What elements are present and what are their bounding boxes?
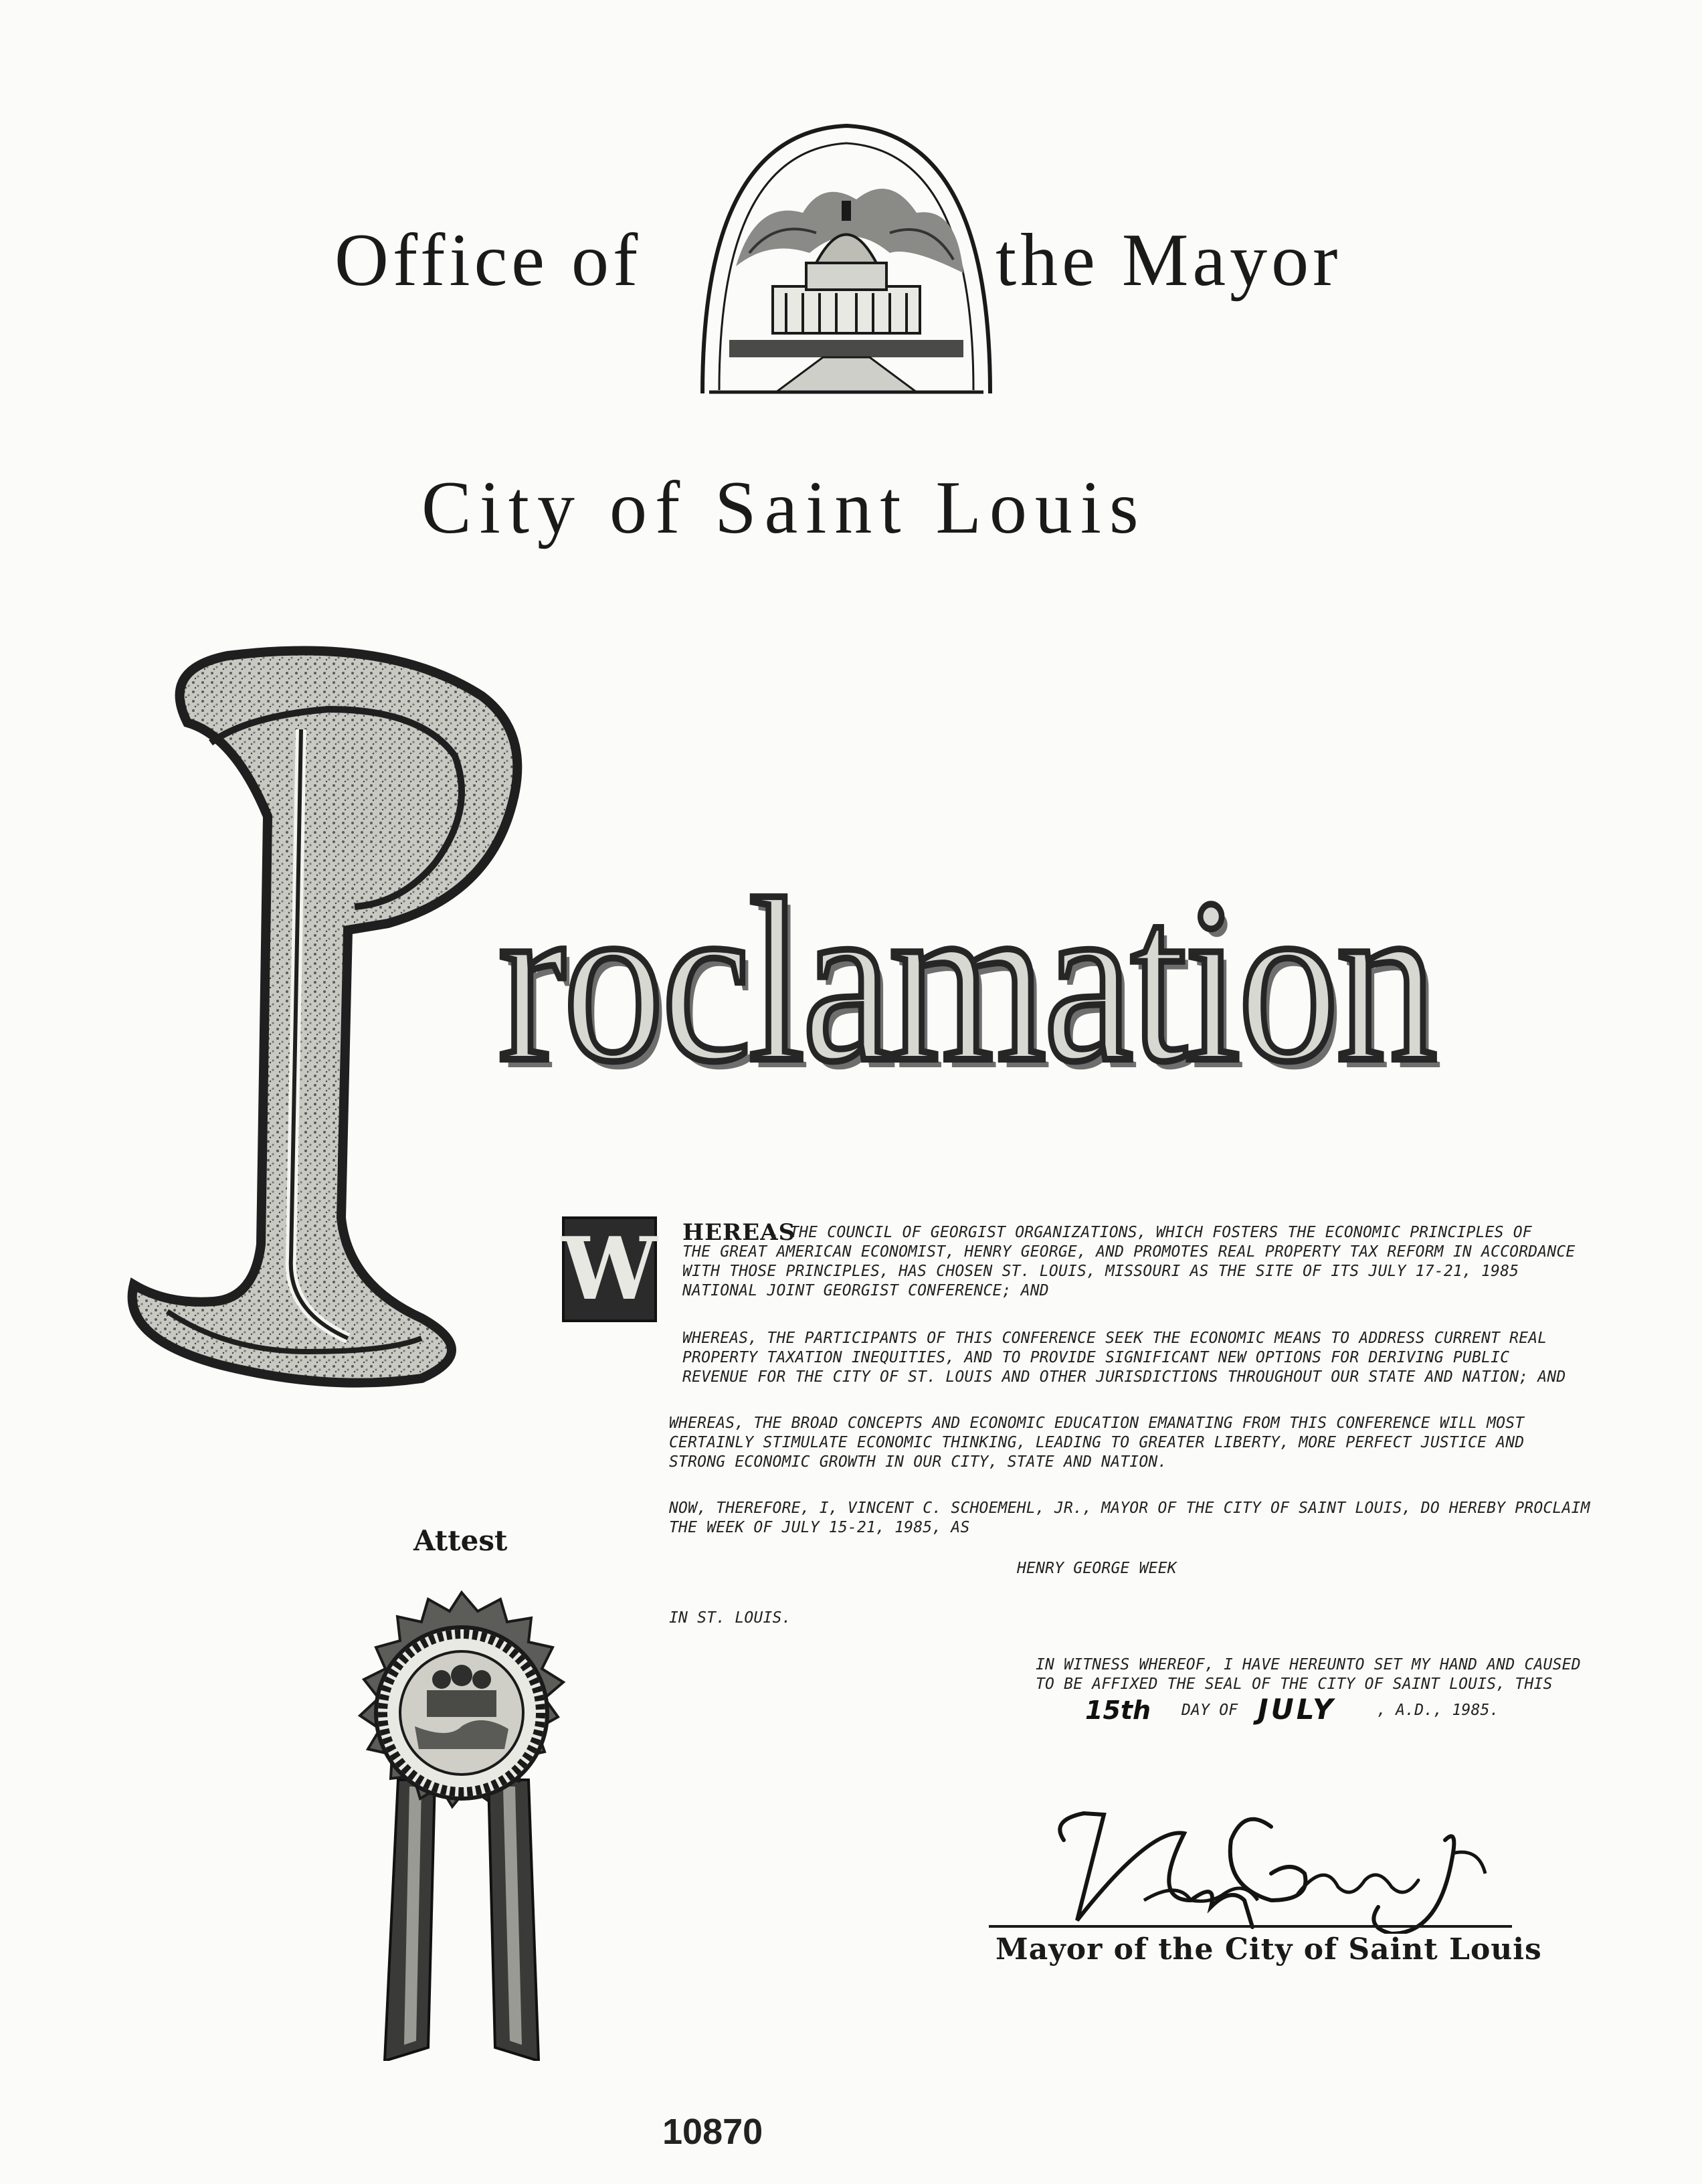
week-name: HENRY GEORGE WEEK	[1017, 1560, 1177, 1577]
city-hall-arch-emblem	[689, 119, 1004, 400]
p3-line1: WHEREAS, THE BROAD CONCEPTS AND ECONOMIC EDUCATION EMANATING FROM THIS CONFERENCE WILL MOST	[669, 1415, 1525, 1432]
year-text: , A.D., 1985.	[1377, 1702, 1499, 1719]
in-st-louis: IN ST. LOUIS.	[669, 1609, 791, 1627]
signature-title: Mayor of the City of Saint Louis	[996, 1932, 1542, 1967]
day-of-label: DAY OF	[1181, 1702, 1238, 1719]
proclamation-title: roclamation	[498, 850, 1435, 1110]
witness-line1: IN WITNESS WHEREOF, I HAVE HEREUNTO SET MY HAND AND CAUSED	[1036, 1656, 1581, 1673]
p1-line1: , THE COUNCIL OF GEORGIST ORGANIZATIONS, WHICH FOSTERS THE ECONOMIC PRINCIPLES OF	[771, 1224, 1532, 1241]
p4-line2: THE WEEK OF JULY 15-21, 1985, AS	[669, 1519, 970, 1536]
mayor-signature	[990, 1800, 1512, 1934]
p2-line3: REVENUE FOR THE CITY OF ST. LOUIS AND OTHER JURISDICTIONS THROUGHOUT OUR STATE AND NATION; AND	[682, 1368, 1566, 1386]
p2-line2: PROPERTY TAXATION INEQUITIES, AND TO PROVIDE SIGNIFICANT NEW OPTIONS FOR DERIVING PUBLIC	[682, 1349, 1510, 1366]
ornate-p-initial	[107, 642, 535, 1445]
p1-line3: WITH THOSE PRINCIPLES, HAS CHOSEN ST. LOUIS, MISSOURI AS THE SITE OF ITS JULY 17-21, 1985	[682, 1263, 1519, 1280]
witness-line2: TO BE AFFIXED THE SEAL OF THE CITY OF SAINT LOUIS, THIS	[1036, 1675, 1553, 1693]
whereas-dropcap	[562, 1216, 657, 1322]
handwritten-month: JULY	[1258, 1693, 1336, 1726]
header-office-of: Office of	[335, 219, 642, 302]
p1-line2: THE GREAT AMERICAN ECONOMIST, HENRY GEORGE, AND PROMOTES REAL PROPERTY TAX REFORM IN ACCORDANCE	[682, 1243, 1576, 1261]
whereas-lead-word: HEREAS	[682, 1219, 796, 1246]
p1-line4: NATIONAL JOINT GEORGIST CONFERENCE; AND	[682, 1282, 1049, 1299]
dropcap-letter: W	[561, 1219, 658, 1320]
p4-line1: NOW, THEREFORE, I, VINCENT C. SCHOEMEHL, JR., MAYOR OF THE CITY OF SAINT LOUIS, DO HEREBY PROCLAIM	[669, 1499, 1590, 1517]
document-number: 10870	[662, 2112, 763, 2152]
handwritten-day: 15th	[1085, 1696, 1151, 1725]
signature-line	[989, 1925, 1512, 1928]
p2-line1: WHEREAS, THE PARTICIPANTS OF THIS CONFERENCE SEEK THE ECONOMIC MEANS TO ADDRESS CURRENT REAL	[682, 1330, 1547, 1347]
header-the-mayor: the Mayor	[996, 219, 1342, 302]
attest-label: Attest	[413, 1524, 508, 1557]
city-seal-with-ribbons	[335, 1579, 589, 2061]
p3-line2: CERTAINLY STIMULATE ECONOMIC THINKING, LEADING TO GREATER LIBERTY, MORE PERFECT JUSTICE AND	[669, 1434, 1525, 1451]
p3-line3: STRONG ECONOMIC GROWTH IN OUR CITY, STATE AND NATION.	[669, 1453, 1167, 1471]
header-city-name: City of Saint Louis	[421, 466, 1147, 549]
